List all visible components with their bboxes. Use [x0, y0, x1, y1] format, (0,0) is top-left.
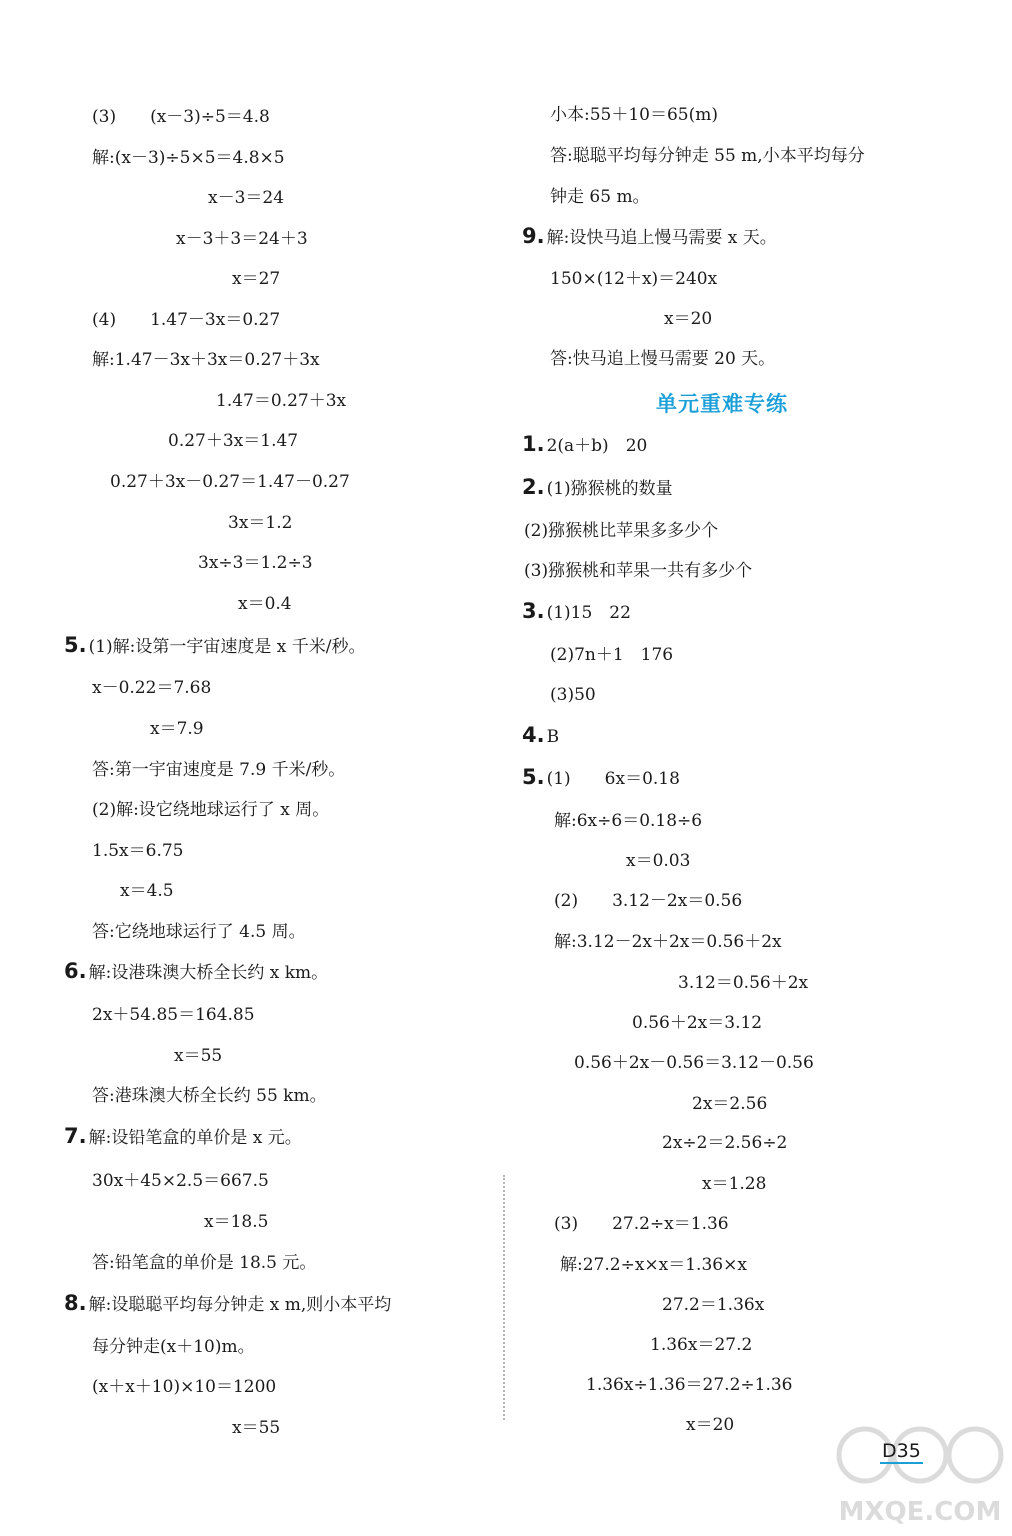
page-number: D35 [882, 1440, 921, 1462]
question-4: 4. B [522, 723, 560, 747]
answer-line: 解:1.47－3x＋3x＝0.27＋3x [92, 350, 320, 370]
answer-line: 1.36x÷1.36＝27.2÷1.36 [586, 1375, 793, 1395]
answer-line: 答:快马追上慢马需要 20 天。 [550, 349, 776, 369]
answer-line: x－3＝24 [208, 188, 285, 208]
answer-line: 答:聪聪平均每分钟走 55 m,小本平均每分 [550, 146, 865, 166]
answer-line: 3.12＝0.56＋2x [678, 973, 809, 993]
question-9: 9. 解:设快马追上慢马需要 x 天。 [522, 224, 777, 248]
svg-text:MXQE.COM: MXQE.COM [838, 1497, 1002, 1527]
answer-line: 2x÷2＝2.56÷2 [662, 1133, 788, 1153]
answer-line: x＝0.03 [626, 851, 691, 871]
answer-line: 答:铅笔盒的单价是 18.5 元。 [92, 1253, 317, 1273]
answer-line: x＝20 [664, 309, 713, 329]
answer-line: x＝0.4 [238, 594, 292, 614]
answer-line: 1.47＝0.27＋3x [216, 391, 347, 411]
answer-line: 0.56＋2x＝3.12 [632, 1013, 763, 1033]
answer-line: 解:(x－3)÷5×5＝4.8×5 [92, 148, 285, 168]
answer-line: x＝7.9 [150, 719, 204, 739]
answer-line: (4) 1.47－3x＝0.27 [92, 310, 281, 330]
answer-line: (3)50 [550, 685, 596, 705]
answer-line: 0.27＋3x＝1.47 [168, 431, 299, 451]
answer-line: (3) (x－3)÷5＝4.8 [92, 107, 270, 127]
answer-line: x－0.22＝7.68 [92, 678, 212, 698]
answer-line: 3x＝1.2 [228, 513, 293, 533]
question-2: 2. (1)猕猴桃的数量 [522, 475, 673, 499]
answer-line: x＝20 [686, 1415, 735, 1435]
answer-line: 27.2＝1.36x [662, 1295, 765, 1315]
answer-line: 150×(12＋x)＝240x [550, 269, 718, 289]
section-heading: 单元重难专练 [656, 392, 788, 416]
answer-line: (2)7n＋1 176 [550, 645, 674, 665]
answer-line: 30x＋45×2.5＝667.5 [92, 1171, 269, 1191]
answer-line: (2)解:设它绕地球运行了 x 周。 [92, 800, 330, 820]
answer-line: 解:3.12－2x＋2x＝0.56＋2x [554, 932, 782, 952]
answer-line: x－3＋3＝24＋3 [176, 229, 308, 249]
question-5: 5. (1)解:设第一宇宙速度是 x 千米/秒。 [64, 633, 366, 657]
answer-line: 1.36x＝27.2 [650, 1335, 753, 1355]
answer-line: x＝18.5 [204, 1212, 269, 1232]
question-1: 1. 2(a＋b) 20 [522, 432, 648, 456]
answer-line: 答:港珠澳大桥全长约 55 km。 [92, 1086, 327, 1106]
answer-line: (2)猕猴桃比苹果多多少个 [524, 521, 719, 541]
question-8: 8. 解:设聪聪平均每分钟走 x m,则小本平均 [64, 1291, 392, 1315]
answer-line: x＝55 [232, 1418, 281, 1438]
answer-line: 1.5x＝6.75 [92, 841, 184, 861]
answer-line: (x＋x＋10)×10＝1200 [92, 1377, 277, 1397]
question-3: 3. (1)15 22 [522, 599, 631, 623]
question-5: 5. (1) 6x＝0.18 [522, 765, 680, 789]
answer-line: (2) 3.12－2x＝0.56 [554, 891, 743, 911]
answer-line: 2x＋54.85＝164.85 [92, 1005, 255, 1025]
answer-line: 答:它绕地球运行了 4.5 周。 [92, 922, 306, 942]
answer-line: 解:6x÷6＝0.18÷6 [554, 811, 703, 831]
answer-line: x＝55 [174, 1046, 223, 1066]
answer-line: x＝1.28 [702, 1174, 767, 1194]
answer-line: (3)猕猴桃和苹果一共有多少个 [524, 561, 753, 581]
answer-line: 2x＝2.56 [692, 1094, 768, 1114]
question-7: 7. 解:设铅笔盒的单价是 x 元。 [64, 1124, 302, 1148]
watermark-logo [835, 1420, 1005, 1530]
answer-line: 0.56＋2x－0.56＝3.12－0.56 [574, 1053, 814, 1073]
answer-line: 答:第一宇宙速度是 7.9 千米/秒。 [92, 760, 346, 780]
answer-line: 0.27＋3x－0.27＝1.47－0.27 [110, 472, 350, 492]
answer-line: x＝4.5 [120, 881, 174, 901]
answer-line: 解:27.2÷x×x＝1.36×x [560, 1255, 747, 1275]
answer-line: 每分钟走(x＋10)m。 [92, 1337, 255, 1357]
answer-line: (3) 27.2÷x＝1.36 [554, 1214, 729, 1234]
answer-line: 小本:55＋10＝65(m) [550, 105, 719, 125]
answer-line: 3x÷3＝1.2÷3 [198, 553, 313, 573]
question-6: 6. 解:设港珠澳大桥全长约 x km。 [64, 959, 329, 983]
answer-line: x＝27 [232, 269, 281, 289]
answer-line: 钟走 65 m。 [550, 187, 650, 207]
column-divider [503, 1175, 505, 1420]
